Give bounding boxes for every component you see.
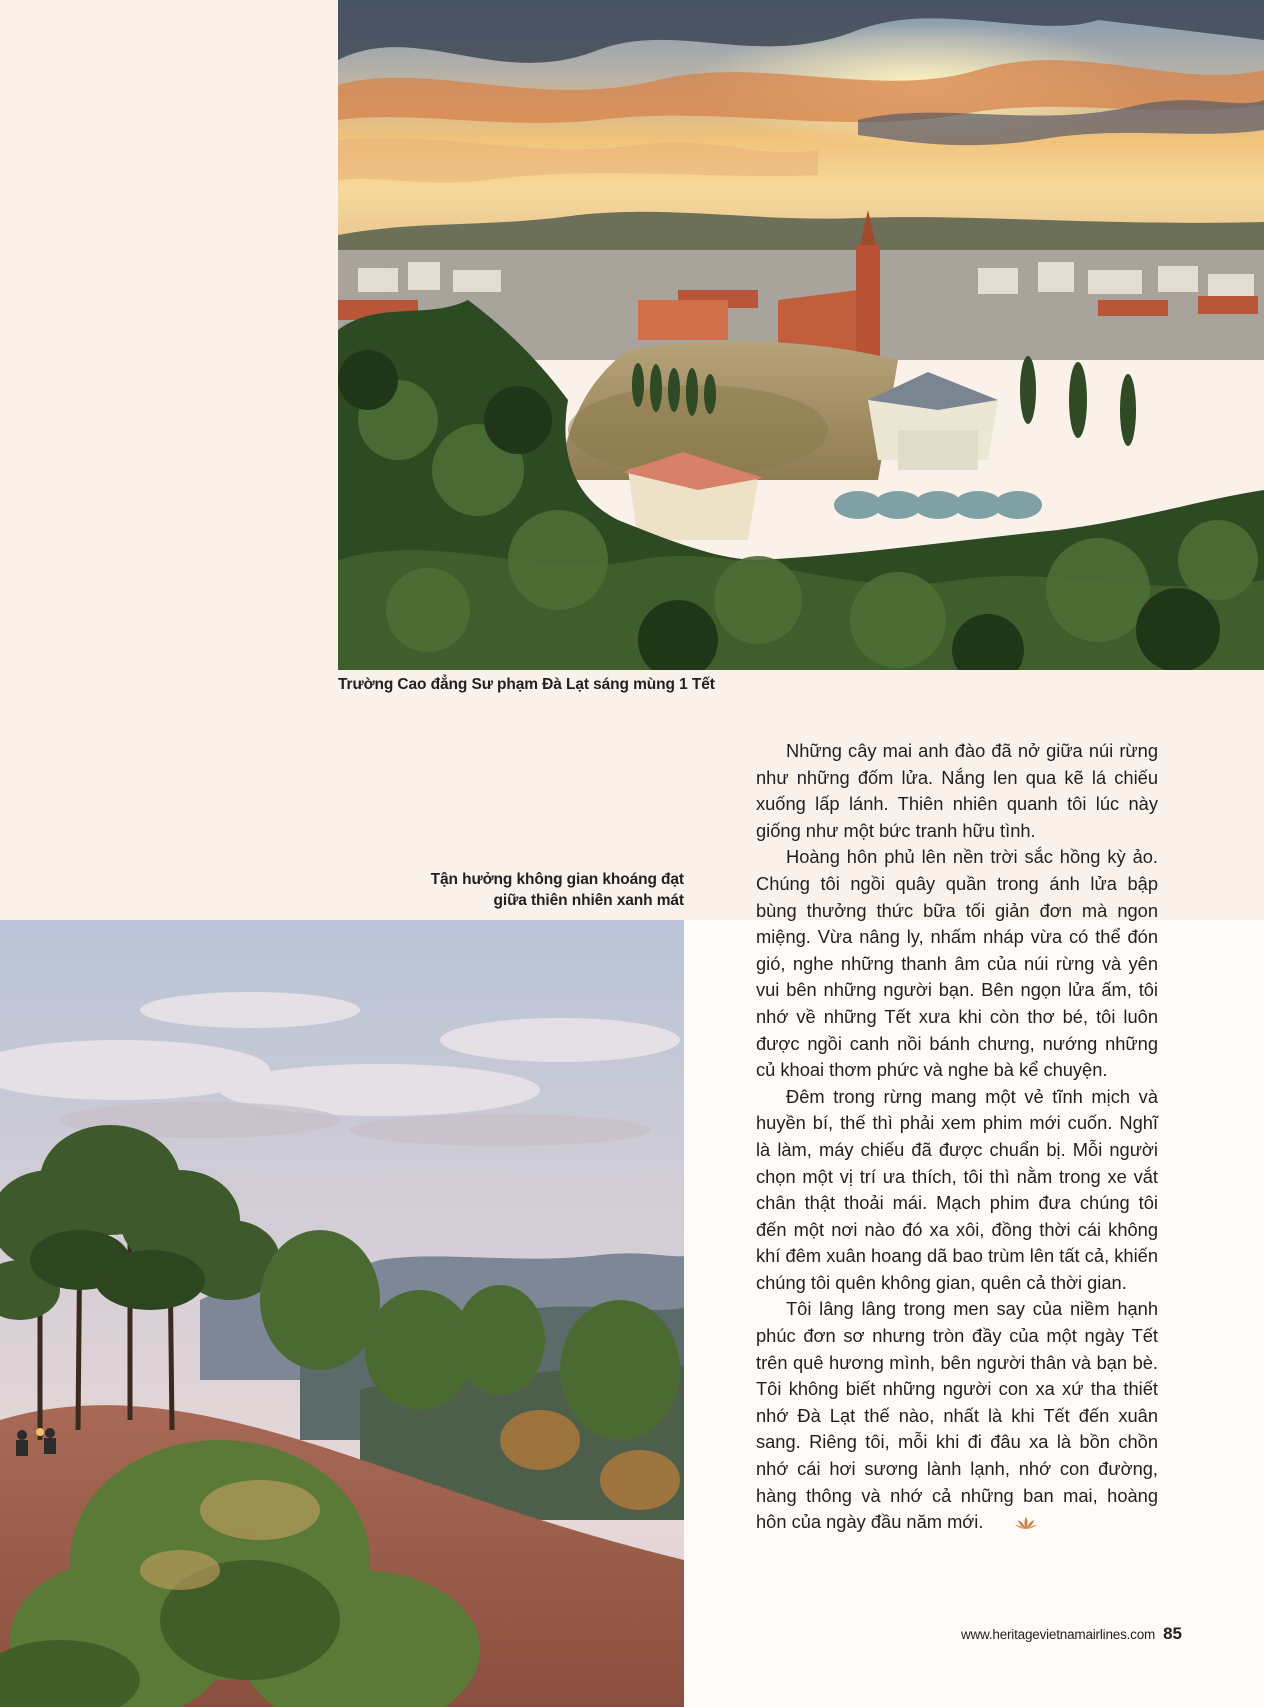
article-paragraph: Những cây mai anh đào đã nở giữa núi rừng như những đốm lửa. Nắng len qua kẽ lá chiếu xuống lấp lánh. Thiên nhiên quanh tôi lúc này giống như một bức tranh hữu tình. — [756, 740, 1158, 841]
article-body — [756, 738, 1158, 1538]
page-number: 85 — [1163, 1624, 1182, 1643]
dalat-college-sunrise-photo — [338, 0, 1264, 670]
article-paragraph-text: Tôi lâng lâng trong men say của niềm hạnh phúc đơn sơ nhưng tròn đầy của một ngày Tết trên quê hương mình, bên người thân và bạn bè. Tôi không biết những người con xa xứ tha thiết nhớ Đà Lạt thế nào, nhất là khi Tết đến xuân sang. Riêng tôi, mỗi khi đi đâu xa là bồn chồn nhớ cái hơi sương lành lạnh, nhớ con đường, hàng thông và nhớ cả những ban mai, hoàng hôn của ngày đầu năm mới. — [756, 1298, 1158, 1533]
top-photo-caption: Trường Cao đẳng Sư phạm Đà Lạt sáng mùng 1 Tết — [338, 676, 715, 693]
lotus-end-mark-icon — [985, 1511, 1037, 1538]
bottom-photo-caption-line2: giữa thiên nhiên xanh mát — [493, 892, 684, 909]
footer-website-url: www.heritagevietnamairlines.com — [960, 1627, 1156, 1642]
page-footer — [961, 1624, 1182, 1646]
bottom-photo-caption-line1: Tận hưởng không gian khoáng đạt — [430, 871, 684, 888]
article-paragraph: Đêm trong rừng mang một vẻ tĩnh mịch và huyền bí, thế thì phải xem phim mới cuốn. Nghĩ là làm, máy chiếu đã được chuẩn bị. Mỗi người chọn một vị trí ưa thích, tôi thì nằm trong xe vắt chân thật thoải mái. Mạch phim đưa chúng tôi đến một nơi nào đó xa xôi, đồng thời cái không khí đêm xuân hoang dã bao trùm lên tất cả, khiến chúng tôi quên không gian, quên cả thời gian. — [756, 1085, 1158, 1293]
pine-hill-camping-photo — [0, 920, 684, 1707]
article-paragraph-last — [756, 1296, 1158, 1537]
bottom-photo-caption — [384, 869, 684, 911]
article-paragraph: Hoàng hôn phủ lên nền trời sắc hồng kỳ ảo. Chúng tôi ngồi quây quần trong ánh lửa bập bùng thưởng thức bữa tối giản đơn mà ngon miệng. Vừa nâng ly, nhấm nháp vừa có thể đón gió, nghe những thanh âm của núi rừng và yên vui bên những người bạn. Bên ngọn lửa ấm, tôi nhớ về những Tết xưa khi còn thơ bé, tôi luôn được ngồi canh nồi bánh chưng, nướng những củ khoai thơm phức và nghe bà kể chuyện. — [756, 846, 1158, 1081]
